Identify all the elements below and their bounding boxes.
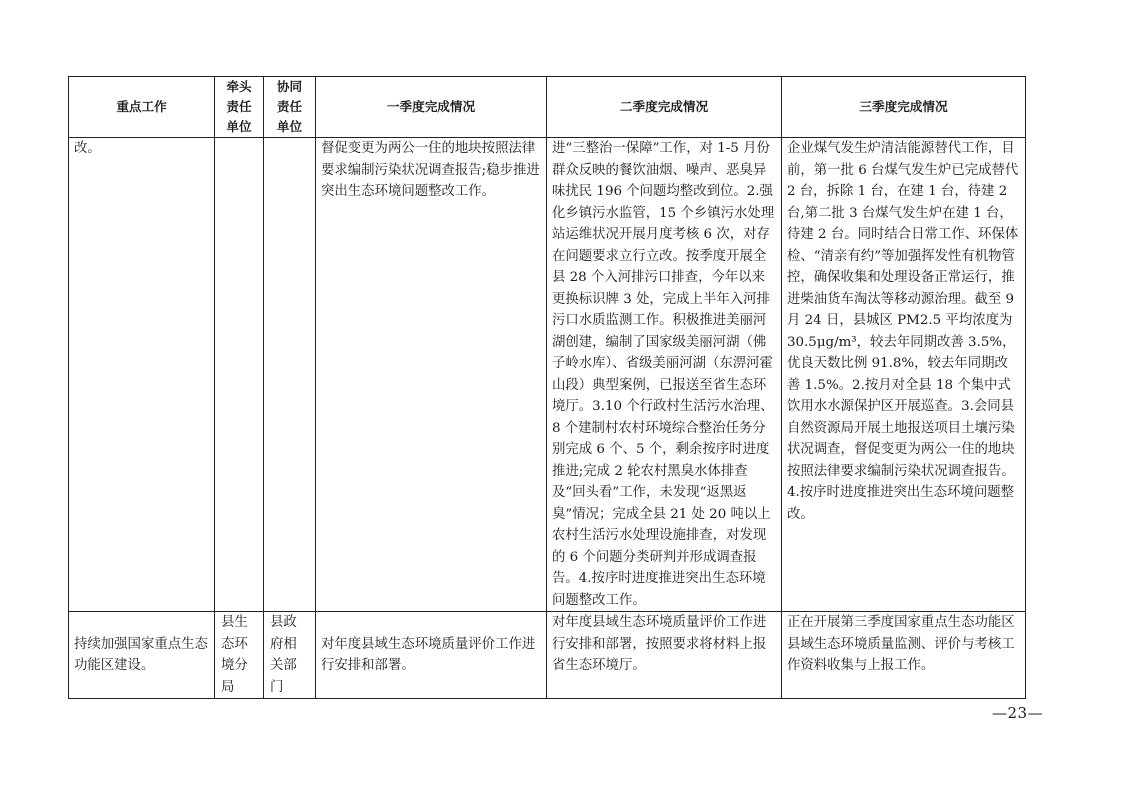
header-q2: 二季度完成情况 [547, 77, 782, 138]
cell-q2: 进“三整治一保障”工作，对 1-5 月份群众反映的餐饮油烟、噪声、恶臭异味扰民 196 个问题均整改到位。2.强化乡镇污水监管，15 个乡镇污水处理站运维状况开展月度考核 6 次，对存在问题要求立行立改。按季度开展全县 28 个入河排污口排查，今年以来更换标识牌 3 处，完成上半年入河排污口水质监测工作。积极推进美丽河湖创建，编制了国家级美丽河湖（佛子岭水库）、省级美丽河湖（东淠河霍山段）典型案例，已报送至省生态环境厅。3.10 个行政村生活污水治理、8 个建制村农村环境综合整治任务分别完成 6 个、5 个，剩余按序时进度推进;完成 2 轮农村黑臭水体排查及“回头看”工作，未发现“返黑返臭”情况；完成全县 21 处 20 吨以上农村生活污水处理设施排查，对发现的 6 个问题分类研判并形成调查报告。4.按序时进度推进突出生态环境问题整改工作。 [547, 138, 782, 612]
table-row [69, 138, 1026, 612]
cell-q1: 督促变更为两公一住的地块按照法律要求编制污染状况调查报告;稳步推进突出生态环境问题整改工作。 [316, 138, 547, 612]
header-q1: 一季度完成情况 [316, 77, 547, 138]
header-lead-unit: 牵头责任单位 [215, 77, 264, 138]
cell-coop-unit: 县政府相关部门 [264, 612, 316, 699]
table-row [69, 612, 1026, 699]
cell-lead-unit [215, 138, 264, 612]
cell-q2: 对年度县域生态环境质量评价工作进行安排和部署，按照要求将材料上报省生态环境厅。 [547, 612, 782, 699]
table-header-row [69, 77, 1026, 138]
cell-key-work: 持续加强国家重点生态功能区建设。 [69, 612, 215, 699]
header-q3: 三季度完成情况 [782, 77, 1026, 138]
header-coop-unit: 协同责任单位 [264, 77, 316, 138]
cell-coop-unit [264, 138, 316, 612]
cell-q1: 对年度县域生态环境质量评价工作进行安排和部署。 [316, 612, 547, 699]
work-progress-table [68, 76, 1026, 699]
page-number: —23— [992, 704, 1044, 722]
cell-key-work: 改。 [69, 138, 215, 612]
header-key-work: 重点工作 [69, 77, 215, 138]
cell-q3: 正在开展第三季度国家重点生态功能区县域生态环境质量监测、评价与考核工作资料收集与上报工作。 [782, 612, 1026, 699]
cell-lead-unit: 县生态环境分局 [215, 612, 264, 699]
cell-q3: 企业煤气发生炉清洁能源替代工作，目前，第一批 6 台煤气发生炉已完成替代 2 台，拆除 1 台，在建 1 台，待建 2 台,第二批 3 台煤气发生炉在建 1 台，待建 2 台。同时结合日常工作、环保体检、“清亲有约”等加强挥发性有机物管控，确保收集和处理设备正常运行，推进柴油货车淘汰等移动源治理。截至 9 月 24 日，县城区 PM2.5 平均浓度为 30.5μg/m³，较去年同期改善 3.5%，优良天数比例 91.8%，较去年同期改善 1.5%。2.按月对全县 18 个集中式饮用水水源保护区开展巡查。3.会同县自然资源局开展土地报送项目土壤污染状况调查，督促变更为两公一住的地块按照法律要求编制污染状况调查报告。4.按序时进度推进突出生态环境问题整改。 [782, 138, 1026, 612]
